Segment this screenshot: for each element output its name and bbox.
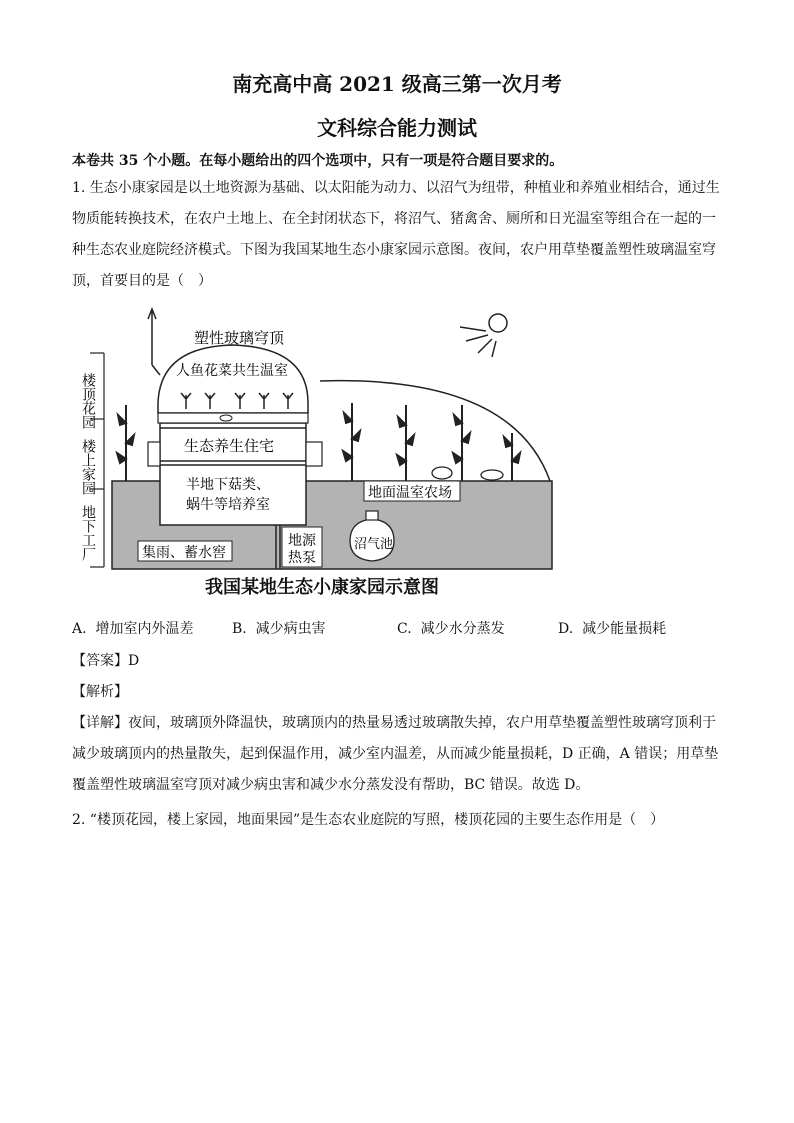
label-heat-pump-2: 热泵 [288,550,316,566]
animal-1 [432,467,452,479]
answer-line [72,650,139,670]
answer-value: D [128,653,140,669]
animal-2 [481,470,503,480]
label-mushroom-2: 蜗牛等培养室 [186,497,270,513]
side-label-upstairs: 楼上家园 [80,439,96,495]
page-subtitle: 文科综合能力测试 [317,116,477,140]
glass-dome [158,345,308,413]
detail-text: 夜间，玻璃顶外降温快，玻璃顶内的热量易透过玻璃散失掉，农户用草垫覆盖塑性玻璃穹顶利于减少玻璃顶内的热量散失，起到保温作用，减少室内温差，从而减少能量损耗，D 正确，A 错误；用草垫覆盖塑性玻璃温室穹顶对减少病虫害和减少水分蒸发没有帮助，BC 错误。故选 D。 [72,715,719,793]
figure-eco-home [82,305,562,605]
label-mushroom-1: 半地下菇类、 [186,477,270,493]
label-ground-farm: 地面温室农场 [368,485,452,501]
question-1-stem: 1. 生态小康家园是以土地资源为基础、以太阳能为动力、以沼气为纽带，种植业和养殖业相结合，通过生物质能转换技术，在农户土地上、在全封闭状态下，将沼气、猪禽舍、厕所和日光温室等组合在一起的一种生态农业庭院经济模式。下图为我国某地生态小康家园示意图。夜间，农户用草垫覆盖塑性玻璃温室穹顶，首要目的是（ ） [72,180,720,289]
sun-rays [460,327,496,357]
label-cistern: 集雨、蓄水窖 [142,545,226,561]
label-residence: 生态养生住宅 [184,437,275,455]
detail-tag: 【详解】 [72,715,128,731]
ground-greenhouse-arc [320,381,550,481]
side-labels [80,353,104,567]
answer-tag: 【答案】 [72,653,128,669]
label-greenhouse: 人鱼花菜共生温室 [176,363,288,379]
side-label-underground: 地下工厂 [80,505,96,561]
side-label-roof: 楼顶花园 [80,373,96,429]
label-biogas: 沼气池 [354,537,394,552]
page-title: 南充高中高 2021 级高三第一次月考 [232,72,562,96]
question-2-stem: 2. “楼顶花园，楼上家园，地面果园”是生态农业庭院的写照，楼顶花园的主要生态作用是（ ） [72,812,665,828]
option-d[interactable]: D. 减少能量损耗 [558,621,667,637]
figure-caption: 我国某地生态小康家园示意图 [205,577,439,598]
label-heat-pump-1: 地源 [288,533,316,549]
option-c[interactable]: C. 减少水分蒸发 [397,621,505,637]
label-dome: 塑性玻璃穹顶 [194,329,285,347]
sun-icon [489,314,507,332]
instruction-text: 本卷共 35 个小题。在每小题给出的四个选项中，只有一项是符合题目要求的。 [72,153,564,169]
detail-paragraph [72,708,724,801]
option-a[interactable]: A. 增加室内外温差 [72,621,194,637]
analysis-tag: 【解析】 [72,684,128,700]
eco-home-diagram [82,305,562,575]
option-b[interactable]: B. 减少病虫害 [232,621,326,637]
